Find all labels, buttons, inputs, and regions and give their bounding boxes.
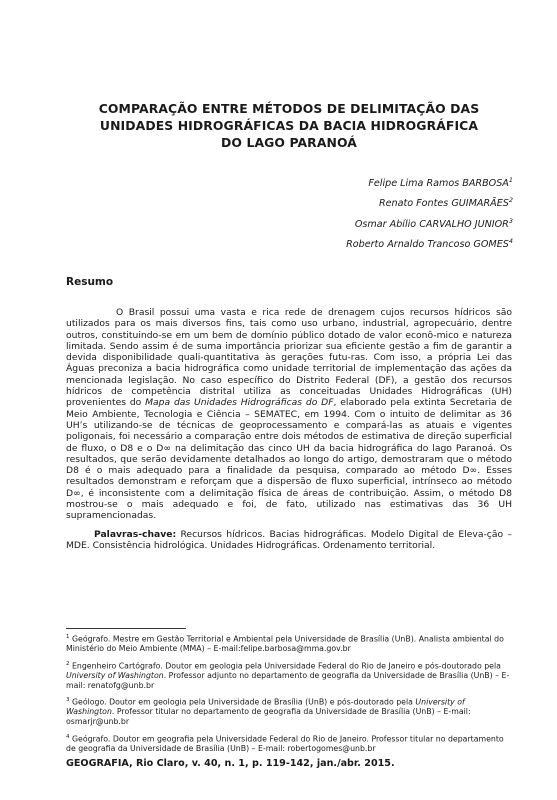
author: Felipe Lima Ramos BARBOSA$^1$ (368, 176, 513, 190)
footnote: $^4$ Geógrafo. Doutor em geografia pela Universidade Federal do Rio de Janeiro. Professor titular no departamento de geografia da Universidade de Brasília (UnB) – E-mail: robertogomes@unb.br (66, 733, 504, 753)
abstract-heading: Resumo (66, 276, 114, 288)
author: Roberto Arnaldo Trancoso GOMES$^4$ (346, 237, 513, 251)
author-list (346, 172, 513, 254)
journal-citation: GEOGRAFIA, Rio Claro, v. 40, n. 1, p. 119-142, jan./abr. 2015. (66, 758, 395, 769)
keywords: Palavras-chave: Recursos hídricos. Bacias hidrográficas. Modelo Digital de Eleva-ção – MDE. Consistência hidrológica. Unidades Hidrográficas. Ordenamento territorial. (66, 529, 512, 552)
title-line: UNIDADES HIDROGRÁFICAS DA BACIA HIDROGRÁFICA (99, 118, 479, 133)
footnotes (66, 633, 512, 759)
author: Osmar Abílio CARVALHO JUNIOR$^3$ (354, 216, 513, 230)
paper-title (60, 100, 518, 151)
keywords-label: Palavras-chave: (94, 529, 177, 540)
abstract-body: O Brasil possui uma vasta e rica rede de drenagem cujos recursos hídricos são utilizados para os mais diversos fins, tais como uso urbano, industrial, agropecuário, dentre outros, constituindo-se em um bem de domínio público dotado de valor econô-mico e natureza limitada. Sendo assim é de suma importância priorizar sua eficiente gestão a fim de garantir a devida disponibilidade quali-quantitativa às gerações futu-ras. Com isso, a própria Lei das Águas preconiza a bacia hidrográfica como unidade territorial de implementação das ações da mencionada legislação. No caso específico do Distrito Federal (DF), a gestão dos recursos hídricos de competência distrital utiliza as conceituadas Unidades Hidrográficas (UH) provenientes do Mapa das Unidades Hidrográficas do DF, elaborado pela extinta Secretaria de Meio Ambiente, Tecnologia e Ciência – SEMATEC, em 1994. Com o intuito de delimitar as 36 UH’s utilizando-se de técnicas de geoprocessamento e compará-las as atuais e vigentes poligonais, foi necessário a comparação entre dois métodos de estimativa de direção superficial de fluxo, o D8 e o D∞ na delimitação das cinco UH da bacia hidrográfica do lago Paranoá. Os resultados, que serão devidamente detalhados ao longo do artigo, demostraram que o método D8 é o mais adequado para a finalidade da pesquisa, comparado ao método D∞. Esses resultados demonstram e reforçam que a dispersão de fluxo superficial, intrínseco ao método D∞, é inconsistente com a delimitação física de áreas de contribuição. Assim, o método D8 mostrou-se o mais adequado e foi, de fato, utilizado nas estimativas das 36 UH supramencionadas. (66, 307, 512, 522)
footnote: $^3$ Geólogo. Doutor em geologia pela Universidade de Brasília (UnB) e pós-doutorado pela University of Washington. Professor titular no departamento de geografia da Universidade de Brasília (UnB) – E-mail: osmarjr@unb.br (66, 697, 471, 726)
title-line: COMPARAÇÃO ENTRE MÉTODOS DE DELIMITAÇÃO DAS (98, 101, 480, 116)
footnote: $^2$ Engenheiro Cartógrafo. Doutor em geologia pela Universidade Federal do Rio de Janeiro e pós-doutorado pela University of Washington. Professor adjunto no departamento de geografia da Universidade de Brasília (UnB) – E-mail: renatofg@unb.br (66, 660, 510, 690)
author: Renato Fontes GUIMARÃES$^2$ (378, 196, 513, 210)
footnote: $^1$ Geógrafo. Mestre em Gestão Territorial e Ambiental pela Universidade de Brasília (UnB). Analista ambiental do Ministério do Meio Ambiente (MMA) – E-mail:felipe.barbosa@mma.gov.br (66, 634, 504, 654)
footnote-divider (66, 628, 186, 629)
title-line: DO LAGO PARANOÁ (221, 135, 357, 150)
